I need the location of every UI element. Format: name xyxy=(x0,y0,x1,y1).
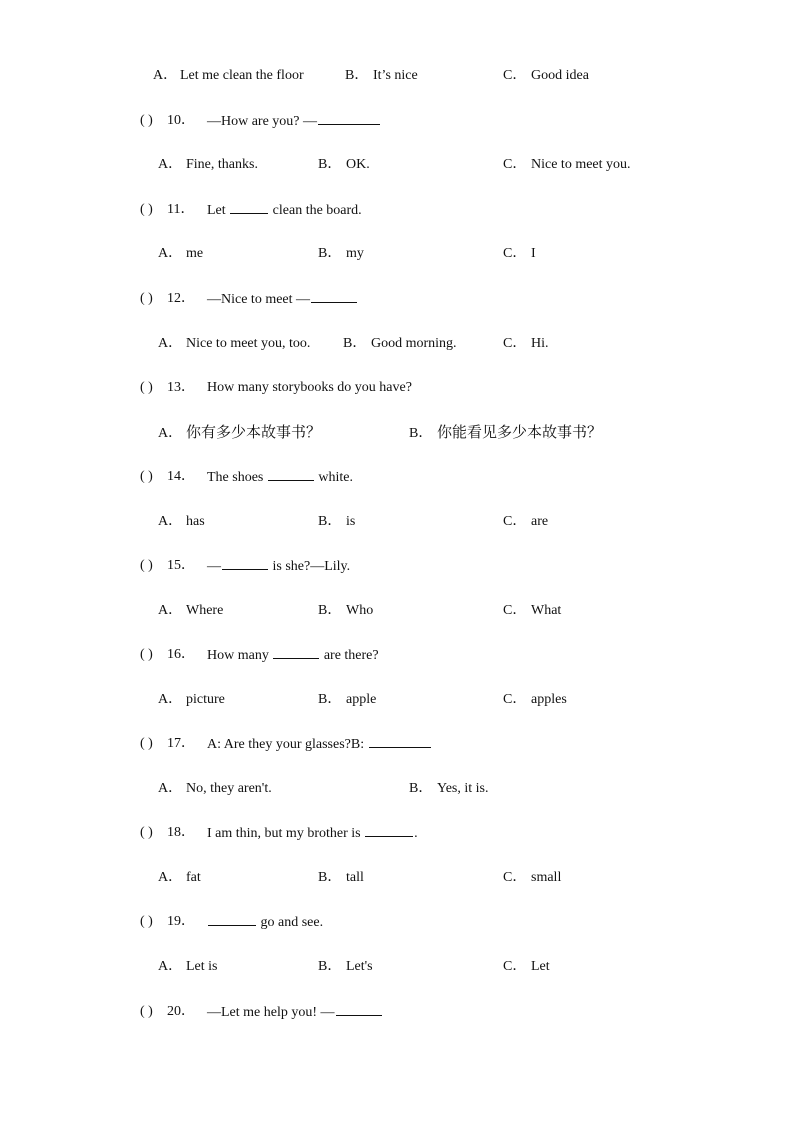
option-text: No, they aren't. xyxy=(186,781,272,796)
question-text-part: Let xyxy=(207,203,230,218)
question-number: 17． xyxy=(167,736,195,751)
answer-paren[interactable]: ( ) xyxy=(140,647,153,662)
q11-options-row xyxy=(0,242,794,266)
option-a[interactable] xyxy=(158,242,203,266)
question-text xyxy=(207,732,432,757)
option-b[interactable] xyxy=(318,688,376,712)
option-text: is xyxy=(346,514,356,529)
option-b[interactable] xyxy=(318,599,373,623)
answer-blank[interactable] xyxy=(268,465,314,481)
question-text-part: clean the board. xyxy=(269,203,362,218)
question-number: 12． xyxy=(167,291,195,306)
option-c[interactable] xyxy=(503,153,631,177)
q17-options-row xyxy=(0,777,794,801)
question-19 xyxy=(0,910,794,934)
option-c[interactable] xyxy=(503,242,536,266)
option-letter: B． xyxy=(318,157,342,172)
answer-blank[interactable] xyxy=(311,287,357,303)
option-text: Good morning. xyxy=(371,336,457,351)
option-letter: B． xyxy=(318,514,342,529)
option-letter: B． xyxy=(343,336,367,351)
option-c[interactable] xyxy=(503,866,561,890)
option-letter: A． xyxy=(158,246,183,261)
option-text: small xyxy=(531,870,562,885)
option-text: tall xyxy=(346,870,364,885)
option-text: 你能看见多少本故事书？ xyxy=(437,423,603,441)
answer-blank[interactable] xyxy=(208,910,256,926)
option-letter: C． xyxy=(503,959,527,974)
q15-options-row xyxy=(0,599,794,623)
question-12 xyxy=(0,287,794,311)
option-text: me xyxy=(186,246,204,261)
option-b[interactable] xyxy=(343,332,457,356)
answer-blank[interactable] xyxy=(336,1000,382,1016)
option-text: OK. xyxy=(346,157,370,172)
option-b[interactable] xyxy=(318,510,355,534)
option-c[interactable] xyxy=(503,332,549,356)
option-text: my xyxy=(346,246,364,261)
option-c[interactable] xyxy=(503,64,589,88)
question-11 xyxy=(0,198,794,222)
option-a[interactable] xyxy=(158,688,225,712)
option-text: What xyxy=(531,603,562,618)
option-text: Let is xyxy=(186,959,218,974)
option-text: Good idea xyxy=(531,68,589,83)
question-text xyxy=(207,821,418,846)
q9-options-row xyxy=(0,64,794,88)
option-letter: B． xyxy=(318,692,342,707)
answer-blank[interactable] xyxy=(369,732,431,748)
option-letter: B． xyxy=(409,781,433,796)
q18-options-row xyxy=(0,866,794,890)
option-a[interactable] xyxy=(158,599,223,623)
question-number: 11． xyxy=(167,202,195,217)
question-number: 20． xyxy=(167,1004,195,1019)
question-number: 19． xyxy=(167,914,195,929)
question-text-part: How many xyxy=(207,648,273,663)
option-c[interactable] xyxy=(503,599,561,623)
q19-options-row xyxy=(0,955,794,979)
option-text: Hi. xyxy=(531,336,549,351)
option-c[interactable] xyxy=(503,510,548,534)
question-number: 10． xyxy=(167,113,195,128)
option-text: Nice to meet you, too. xyxy=(186,336,311,351)
option-letter: A． xyxy=(158,426,183,441)
option-text: Nice to meet you. xyxy=(531,157,631,172)
question-text xyxy=(207,910,323,935)
option-letter: C． xyxy=(503,336,527,351)
option-b[interactable] xyxy=(318,153,370,177)
option-text: apple xyxy=(346,692,377,707)
option-text: Fine, thanks. xyxy=(186,157,258,172)
question-14 xyxy=(0,465,794,489)
question-text xyxy=(207,554,350,579)
option-text: 你有多少本故事书？ xyxy=(186,423,322,441)
option-letter: C． xyxy=(503,692,527,707)
option-text: picture xyxy=(186,692,225,707)
option-a[interactable] xyxy=(158,332,310,356)
answer-paren[interactable]: ( ) xyxy=(140,202,153,217)
question-16 xyxy=(0,643,794,667)
question-number: 16． xyxy=(167,647,195,662)
answer-paren[interactable]: ( ) xyxy=(140,1004,153,1019)
q16-options-row xyxy=(0,688,794,712)
option-letter: C． xyxy=(503,157,527,172)
option-a[interactable] xyxy=(158,420,321,446)
question-text-part: go and see. xyxy=(257,915,324,930)
answer-blank[interactable] xyxy=(230,198,268,214)
option-text: Let's xyxy=(346,959,373,974)
option-letter: A． xyxy=(158,514,183,529)
option-letter: A． xyxy=(158,157,183,172)
option-letter: C． xyxy=(503,603,527,618)
answer-paren[interactable]: ( ) xyxy=(140,291,153,306)
option-a[interactable] xyxy=(158,955,218,979)
question-text-part: The shoes xyxy=(207,470,267,485)
option-letter: A． xyxy=(158,959,183,974)
option-letter: C． xyxy=(503,68,527,83)
option-a[interactable] xyxy=(158,777,272,801)
option-letter: A． xyxy=(158,781,183,796)
option-b[interactable] xyxy=(409,420,602,446)
option-text: apples xyxy=(531,692,567,707)
option-text: has xyxy=(186,514,205,529)
option-letter: A． xyxy=(158,692,183,707)
question-number: 13． xyxy=(167,380,195,395)
answer-paren[interactable]: ( ) xyxy=(140,736,153,751)
option-letter: A． xyxy=(158,603,183,618)
answer-paren[interactable]: ( ) xyxy=(140,469,153,484)
question-text: How many storybooks do you have? xyxy=(207,380,412,395)
option-c[interactable] xyxy=(503,688,567,712)
question-10 xyxy=(0,109,794,133)
answer-paren[interactable]: ( ) xyxy=(140,914,153,929)
answer-paren[interactable]: ( ) xyxy=(140,380,153,395)
option-b[interactable] xyxy=(409,777,489,801)
answer-blank[interactable] xyxy=(365,821,413,837)
option-text: Yes, it is. xyxy=(437,781,489,796)
question-text-part: —Nice to meet — xyxy=(207,292,311,307)
q13-options-row xyxy=(0,420,794,444)
option-text: Let xyxy=(531,959,550,974)
option-c[interactable] xyxy=(503,955,550,979)
option-a[interactable] xyxy=(158,153,258,177)
option-letter: C． xyxy=(503,514,527,529)
answer-blank[interactable] xyxy=(222,554,268,570)
question-text-part: —Let me help you! — xyxy=(207,1005,335,1020)
option-b[interactable] xyxy=(318,242,364,266)
question-text-part: is she?—Lily. xyxy=(269,559,351,574)
option-letter: B． xyxy=(318,603,342,618)
option-letter: A． xyxy=(158,870,183,885)
option-b[interactable] xyxy=(318,866,364,890)
question-text-part: . xyxy=(414,826,418,841)
option-text: I xyxy=(531,246,536,261)
option-letter: C． xyxy=(503,870,527,885)
question-number: 14． xyxy=(167,469,195,484)
q14-options-row xyxy=(0,510,794,534)
option-a[interactable] xyxy=(158,510,205,534)
q10-options-row xyxy=(0,153,794,177)
question-18 xyxy=(0,821,794,845)
question-text-part: —How are you? — xyxy=(207,114,318,129)
option-letter: B． xyxy=(318,246,342,261)
option-letter: B． xyxy=(345,68,369,83)
question-20 xyxy=(0,1000,794,1024)
option-text: fat xyxy=(186,870,201,885)
option-a[interactable] xyxy=(158,866,201,890)
question-text xyxy=(207,198,362,223)
option-text: Who xyxy=(346,603,374,618)
question-number: 15． xyxy=(167,558,195,573)
answer-paren[interactable]: ( ) xyxy=(140,113,153,128)
option-text: It’s nice xyxy=(373,68,418,83)
option-a[interactable] xyxy=(153,64,304,88)
question-text xyxy=(207,109,381,134)
option-letter: A． xyxy=(158,336,183,351)
option-letter: B． xyxy=(409,426,433,441)
option-letter: B． xyxy=(318,870,342,885)
question-text xyxy=(207,643,379,668)
option-b[interactable] xyxy=(345,64,418,88)
question-17 xyxy=(0,732,794,756)
option-letter: C． xyxy=(503,246,527,261)
option-text: Let me clean the floor xyxy=(180,68,304,83)
question-text-part: I am thin, but my brother is xyxy=(207,826,365,841)
question-text-part: white. xyxy=(314,470,353,485)
question-text-part: are there? xyxy=(320,648,379,663)
question-15 xyxy=(0,554,794,578)
answer-paren[interactable]: ( ) xyxy=(140,558,153,573)
option-letter: B． xyxy=(318,959,342,974)
q12-options-row xyxy=(0,332,794,356)
answer-blank[interactable] xyxy=(273,643,319,659)
question-text xyxy=(207,287,358,312)
question-13 xyxy=(0,376,794,400)
question-text-part: A: Are they your glasses?B: xyxy=(207,737,368,752)
option-text: Where xyxy=(186,603,224,618)
answer-blank[interactable] xyxy=(318,109,380,125)
question-text xyxy=(207,465,353,490)
option-letter: A． xyxy=(153,68,178,83)
option-text: are xyxy=(531,514,549,529)
question-text-part: — xyxy=(207,559,221,574)
answer-paren[interactable]: ( ) xyxy=(140,825,153,840)
question-number: 18． xyxy=(167,825,195,840)
option-b[interactable] xyxy=(318,955,373,979)
question-text xyxy=(207,1000,383,1025)
